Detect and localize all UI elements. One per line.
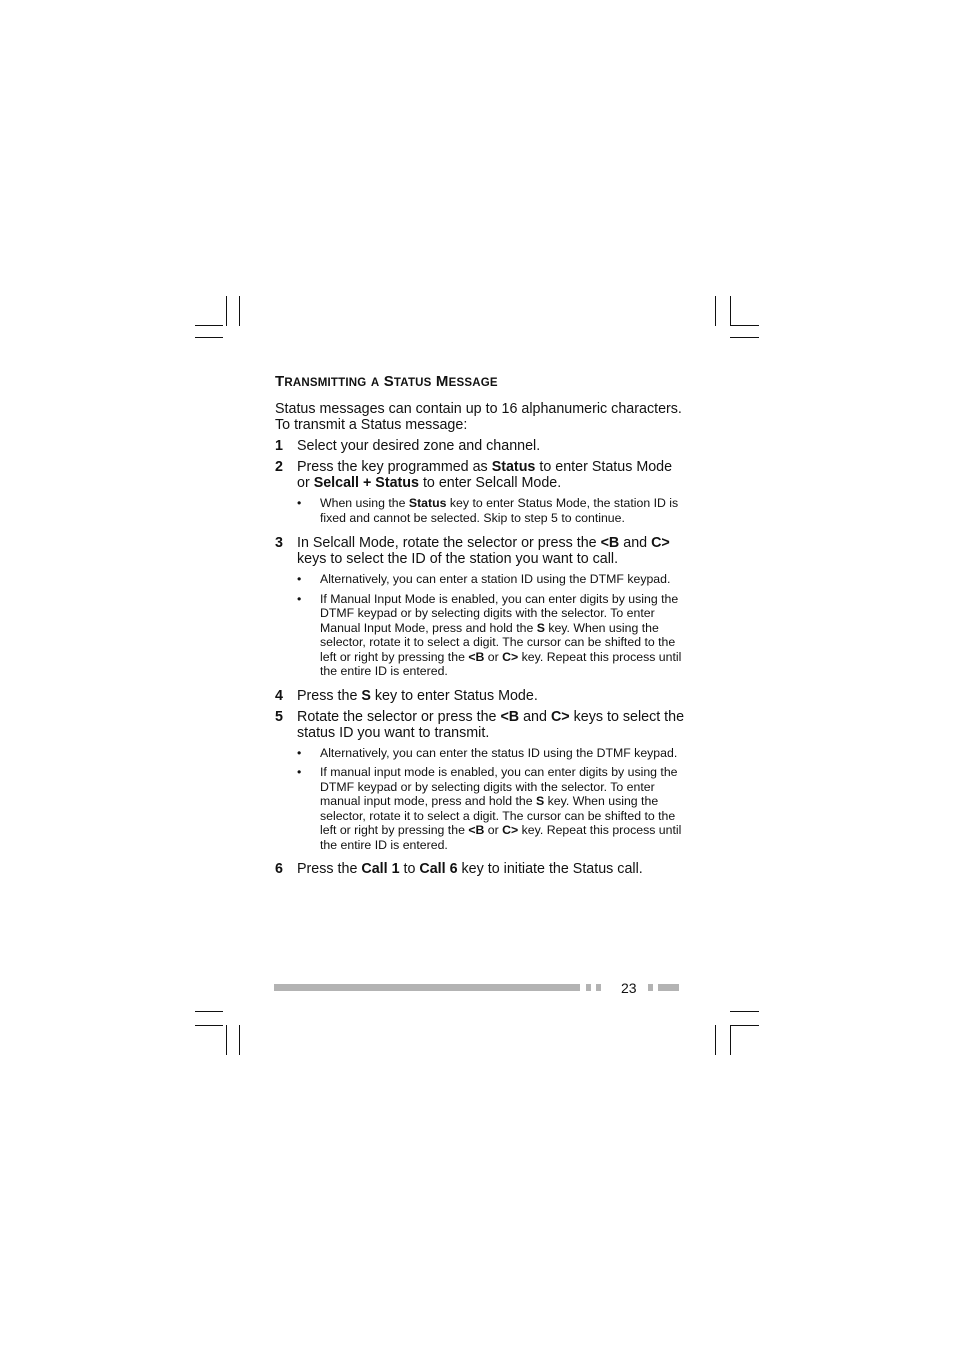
crop-mark [730, 1011, 759, 1012]
crop-mark [195, 1011, 223, 1012]
footer-block [586, 984, 591, 991]
page-number: 23 [621, 980, 637, 996]
crop-mark [730, 1025, 731, 1055]
crop-mark [195, 337, 223, 338]
step-3-note-2: • If Manual Input Mode is enabled, you can enter digits by using the DTMF keypad or by selecting digits with the selector. To enter Manual Input Mode, press and hold the S key. When using the selector, rotate it to select a digit. The cursor can be shifted to the left or right by pressing the <B or C> key. Repeat this process until the entire ID is entered. [297, 591, 682, 678]
footer-bar [274, 984, 580, 991]
intro-paragraph: Status messages can contain up to 16 alphanumeric characters. To transmit a Status message: [275, 401, 682, 433]
step-3-note-1: • Alternatively, you can enter a station ID using the DTMF keypad. [297, 572, 671, 586]
crop-mark [715, 1025, 716, 1055]
step-6: 6 Press the Call 1 to Call 6 key to initiate the Status call. [275, 861, 643, 877]
crop-mark [730, 325, 759, 326]
step-2: 2 Press the key programmed as Status to enter Status Mode or Selcall + Status to enter Selcall Mode. [275, 459, 673, 491]
step-2-note: • When using the Status key to enter Status Mode, the station ID is fixed and cannot be selected. Skip to step 5 to continue. [297, 496, 679, 525]
crop-mark [226, 1025, 227, 1055]
step-4: 4 Press the S key to enter Status Mode. [275, 687, 538, 704]
step-5-note-1: • Alternatively, you can enter the status ID using the DTMF keypad. [297, 745, 678, 760]
crop-mark [239, 1025, 240, 1055]
section-title: TRANSMITTING A STATUS MESSAGE [275, 373, 498, 390]
crop-mark [730, 296, 731, 326]
page-content [275, 373, 685, 882]
crop-mark [195, 325, 223, 326]
crop-mark [239, 296, 240, 326]
step-5: 5 Rotate the selector or press the <B and C> keys to select the status ID you want to transmit. [275, 708, 685, 741]
step-3: 3 In Selcall Mode, rotate the selector or press the <B and C> keys to select the ID of the station you want to call. [275, 535, 670, 567]
step-5-note-2: • If manual input mode is enabled, you can enter digits by using the DTMF keypad or by selecting digits with the selector. To enter manual input mode, press and hold the S key. When using the selector, rotate it to select a digit. The cursor can be shifted to the left or right by pressing the <B or C> key. Repeat this process until the entire ID is entered. [297, 765, 682, 852]
crop-mark [730, 337, 759, 338]
footer-block [648, 984, 653, 991]
crop-mark [715, 296, 716, 326]
crop-mark [226, 296, 227, 326]
crop-mark [730, 1025, 759, 1026]
footer-block [596, 984, 601, 991]
step-1: 1 Select your desired zone and channel. [275, 438, 541, 454]
crop-mark [195, 1025, 223, 1026]
footer-bar [658, 984, 679, 991]
